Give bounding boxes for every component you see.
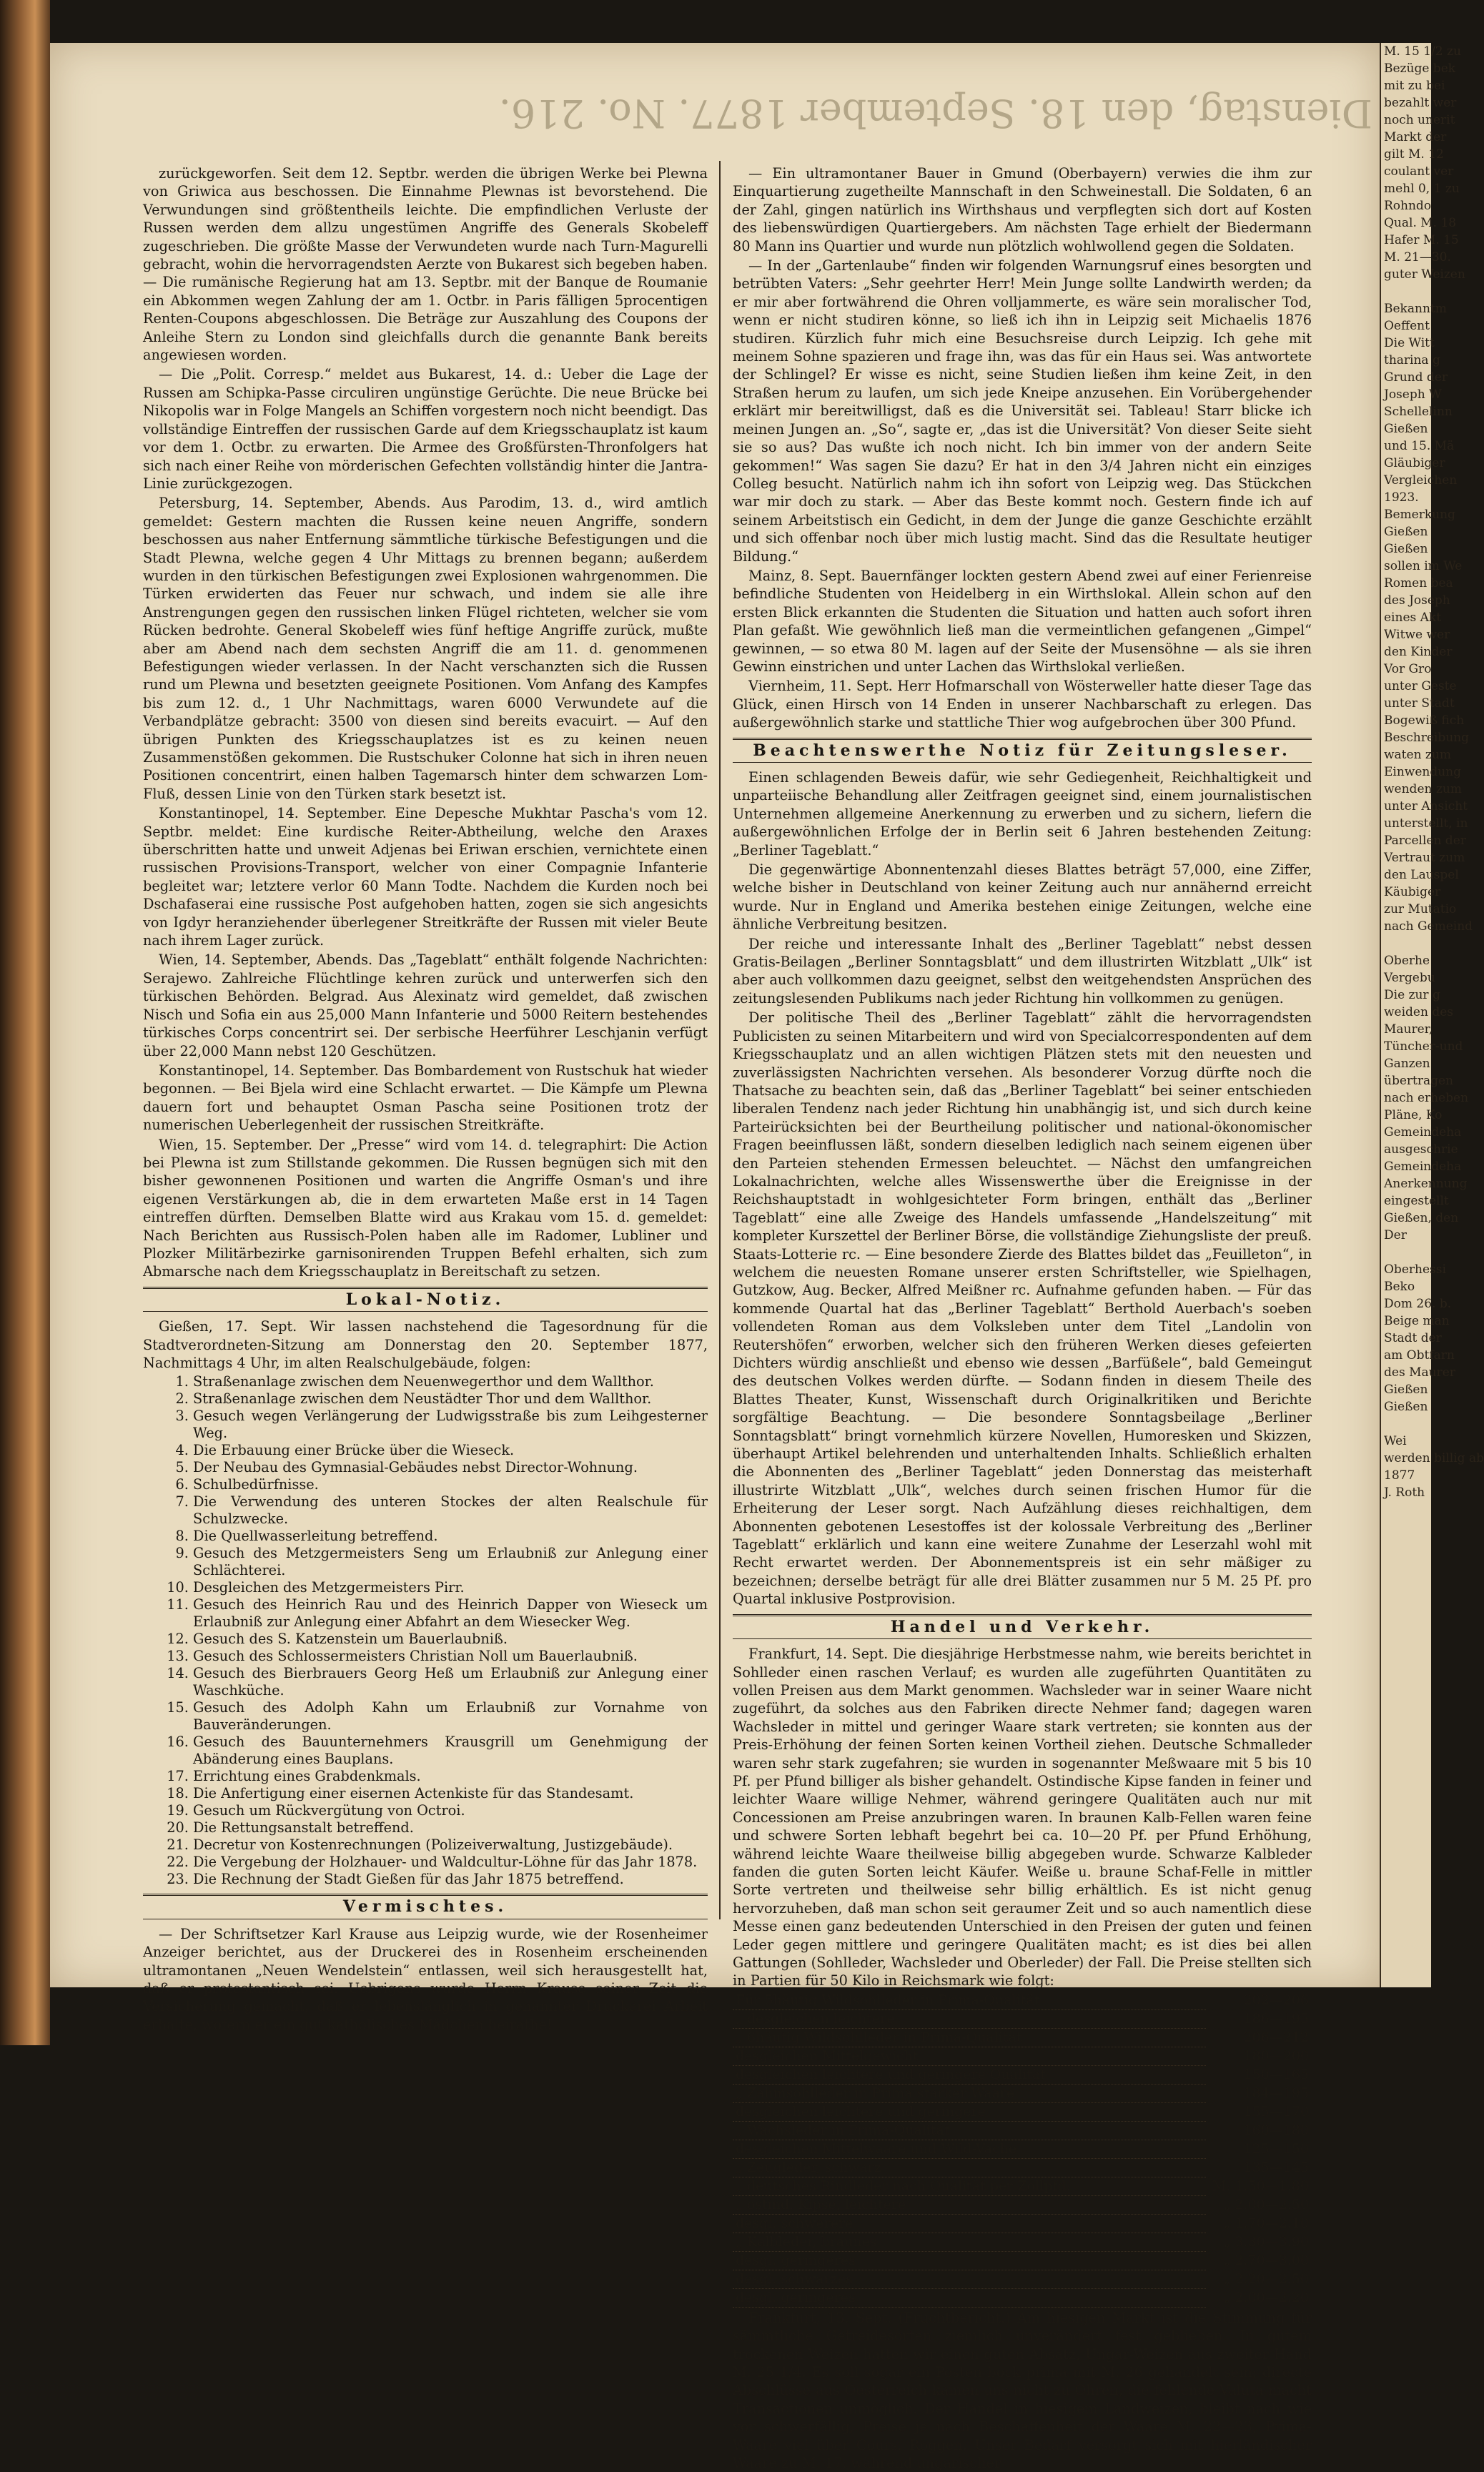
adjacent-page-fragment: M. 21—30. [1384, 250, 1451, 264]
price-item: „ ostind. Kipse, leichtere [733, 2195, 1206, 2214]
price-value: „ 1.70—2.10 [1223, 2215, 1309, 2231]
adjacent-page-fragment [1384, 283, 1431, 300]
paragraph: Mainz, 8. Sept. Bauernfänger lockten gestern Abend zwei auf einer Ferienreise befindliche Studenten von Heidelberg in ein Wirthslokal. Allein schon auf den ersten Blick erkannten die Studenten die Situation und hatten auch sofort ihren Plan gefaßt. Wie gewöhnlich ließ man die vermeintlichen gefangenen „Gimpel“ gewinnen, — so etwa 80 M. lagen auf der Seite der Musensöhne — als sie ihren Gewinn einstrichen und unter Lachen das Wirthslokal verließen. [733, 567, 1312, 675]
price-value: 155—170 [1243, 2103, 1309, 2120]
adjacent-page-fragment: Gläubiger [1384, 456, 1445, 470]
price-row [733, 2102, 1312, 2121]
adjacent-page-fragment: Witwe wer [1384, 628, 1450, 642]
price-item: desgleichen Mittelgewicht [733, 2047, 1206, 2065]
price-row [733, 1992, 1312, 2010]
right-column [733, 164, 1312, 2472]
masthead: Dienstag, den 18. September 1877. No. 216. [498, 91, 1372, 136]
adjacent-page-fragment: am Obtfarn [1384, 1348, 1455, 1363]
adjacent-page-fragment: Joseph W [1384, 387, 1442, 402]
agenda-item: 11. Gesuch des Heinrich Rau und des Heinrich Dapper von Wieseck um Erlaubniß zur Anlegung einer Abfahrt an dem Wiesecker Weg. [193, 1596, 708, 1631]
price-value: „ 3.30—3.90 [1223, 2233, 1309, 2250]
adjacent-page-fragment: Vor Gro [1384, 662, 1432, 676]
adjacent-page-fragment: des Maurer [1384, 1365, 1455, 1380]
adjacent-page-fragment: sollen im We [1384, 559, 1463, 573]
paragraph: Der reiche und interessante Inhalt des „Berliner Tageblatt“ nebst dessen Gratis-Beilagen „Berliner Sonntagsblatt“ und dem illustrirten Witzblatt „Ulk“ ist aber auch vollkommen dazu geeignet, selbst den weitgehendsten Ansprüchen des zeitungslesenden Publikums nach jeder Richtung hin vollkommen zu genügen. [733, 935, 1312, 1007]
adjacent-page-fragment: Käubiger [1384, 885, 1441, 899]
adjacent-page-fragment: übertragen [1384, 1074, 1454, 1088]
adjacent-page-fragment: Vertraut zum [1384, 851, 1465, 865]
adjacent-page-fragment: nach erheben [1384, 1091, 1469, 1105]
price-value: 184—195 [1243, 2085, 1309, 2101]
price-value: 160—180 [1243, 2122, 1309, 2138]
adjacent-page-fragment: unter Stadt [1384, 696, 1455, 711]
adjacent-page-fragment: Maurer, [1384, 1022, 1433, 1037]
price-value: 180—200 [1243, 2047, 1309, 2064]
adjacent-page-fragment: wenden zum [1384, 782, 1462, 796]
price-row [733, 2233, 1312, 2251]
adjacent-page-fragment: Gemeindeha [1384, 1125, 1462, 1139]
adjacent-page-fragment: Bemerkung [1384, 508, 1455, 522]
price-item: „ Zeugleder, schwarz [733, 2158, 1206, 2177]
adjacent-page-fragment: des Joseph [1384, 593, 1450, 608]
paragraph: — Der Schriftsetzer Karl Krause aus Leipzig wurde, wie der Rosenheimer Anzeiger berichtet, aus der Druckerei des in Rosenheim erscheinenden ultramontanen „Neuen Wendelstein“ entlassen, weil sich herausgestellt hat, daß er protestantisch sei. Uebrigens wurde Herrn Krause seiner Zeit die Versicherung gemacht, daß er lebenslänglich in genannter Druckerei Arbeit erhalte, wofern er ein gut katholisches Mädchen heirathe! [143, 1925, 708, 2033]
paragraph: Frankfurt, 14. Sept. Die diesjährige Herbstmesse nahm, wie bereits berichtet in Sohlleder einen raschen Verlauf; es wurden alle zugeführten Quantitäten zu vollen Preisen aus dem Markt genommen. Wachsleder war in seiner Waare nicht zugeführt, da solches aus den Fabriken directe Nehmer fand; dagegen waren Wachsleder in mittel und geringer Waare stark vertreten; sie konnten aus der Preis-Erhöhung der feinen Sorten keinen Vortheil ziehen. Deutsche Schmalleder waren sehr stark zugefahren; sie wurden in sogenannter Meßwaare mit 5 bis 10 Pf. per Pfund billiger als bisher gehandelt. Ostindische Kipse fanden in feiner und leichter Waare willige Nehmer, während geringere Qualitäten auch nur mit Concessionen am Preise anzubringen waren. In braunen Kalb-Fellen waren feine und schwere Sorten lebhaft begehrt bei ca. 10—20 Pf. per Pfund Erhöhung, während leichte Waare theilweise billig abgegeben wurde. Schwarze Kalbleder fanden die guten Sorten leicht Käufer. Weiße u. braune Schaf-Felle in mittler Sorte vertreten und theilweise sehr billig erhältlich. Es ist nicht genug hervorzuheben, daß man schon seit geraumer Zeit und so auch namentlich diese Messe einen ganz bedeutenden Unterschied in den Preisen der guten und feinen Leder gegen mittlere und geringere Qualitäten macht; es ist dies bei allen Gattungen (Sohlleder, Wachsleder und Oberleder) der Fall. Die Preise stellten sich in Partien für 50 Kilo in Reichsmark wie folgt: [733, 1646, 1312, 1989]
price-row [733, 2177, 1312, 2195]
adjacent-page-fragment: Oeffent [1384, 319, 1430, 333]
adjacent-page-fragment: Stadt der [1384, 1331, 1442, 1345]
adjacent-page-fragment: Beko [1384, 1280, 1415, 1294]
adjacent-page-fragment: und 15. Mä [1384, 439, 1455, 453]
adjacent-page-fragment: unterstellt, in [1384, 816, 1468, 831]
adjacent-page-fragment: noch unerit [1384, 113, 1455, 127]
adjacent-page-fragment [1384, 1415, 1431, 1433]
paragraph: — Ein ultramontaner Bauer in Gmund (Oberbayern) verwies die ihm zur Einquartierung zugetheilte Mannschaft in den Schweinestall. Die Soldaten, 6 an der Zahl, gingen natürlich ins Wirthshaus und verpflegten sich dort auf Kosten des liebenswürdigen Quartiergebers. Am nächsten Tage erhielt der Biedermann 80 Mann ins Quartier und wurde nun plötzlich wohlwollend gegen die Soldaten. [733, 165, 1312, 254]
section-heading-vermischtes: Vermischtes. [143, 1894, 708, 1919]
paragraph: Gießen, 17. Sept. Wir lassen nachstehend die Tagesordnung für die Stadtverordneten-Sitzung am Donnerstag den 20. September 1877, Nachmittags 4 Uhr, im alten Realschulgebäude, folgen: [143, 1318, 708, 1371]
paragraph: Viernheim, 11. Sept. Herr Hofmarschall von Wösterweller hatte dieser Tage das Glück, einen Hirsch von 14 Enden in unserer Nachbarschaft zu erlegen. Das außergewöhnlich starke und stattliche Thier wog aufgebrochen über 300 Pfund. [733, 678, 1312, 731]
agenda-item: 3. Gesuch wegen Verlängerung der Ludwigsstraße bis zum Leihgesterner Weg. [193, 1408, 708, 1442]
adjacent-page-fragment: Romen bea [1384, 576, 1453, 590]
adjacent-page-fragment: Parcellen der [1384, 834, 1466, 848]
agenda-item: 8. Die Quellwasserleitung betreffend. [193, 1528, 708, 1545]
price-row [733, 2065, 1312, 2084]
adjacent-page-fragment: Bekanntm [1384, 302, 1447, 316]
adjacent-page-fragment: waten zum [1384, 748, 1451, 762]
price-row [733, 2084, 1312, 2102]
price-row [733, 2140, 1312, 2158]
agenda-item: 9. Gesuch des Metzgermeisters Seng um Erlaubniß zur Anlegung einer Schlächterei. [193, 1545, 708, 1579]
adjacent-page-fragment: gilt M. 12 [1384, 147, 1444, 162]
price-row [733, 2270, 1312, 2288]
price-value: „ 2.20—2.50 [1223, 2270, 1309, 2287]
agenda-item: 17. Errichtung eines Grabdenkmals. [193, 1768, 708, 1785]
adjacent-page-fragment: unter Geste [1384, 679, 1457, 693]
price-value: 125—150 [1243, 2140, 1309, 2157]
price-item: desgl. schwarzes [733, 2270, 1206, 2288]
section-heading-notiz: Beachtenswerthe Notiz für Zeitungsleser. [733, 738, 1312, 763]
agenda-item: 10. Desgleichen des Metzgermeisters Pirr. [193, 1579, 708, 1596]
adjacent-page-fragment: Rohndo [1384, 199, 1432, 213]
price-value: 150—165 [1243, 2066, 1309, 2082]
adjacent-page-fragment: Vergleichen [1384, 473, 1458, 488]
price-item: desgleichen Mittelwaare und Wild-Vache [733, 2140, 1206, 2158]
agenda-item: 23. Die Rechnung der Stadt Gießen für das Jahr 1875 betreffend. [193, 1871, 708, 1888]
adjacent-page-fragment: ausgeschrie [1384, 1142, 1458, 1157]
column-rule [719, 161, 721, 1919]
agenda-item: 7. Die Verwendung des unteren Stockes der alten Realschule für Schulzwecke. [193, 1493, 708, 1528]
adjacent-page-fragment: Gießen [1384, 542, 1428, 556]
adjacent-page-fragment: M. 15 1/2 zu [1384, 44, 1461, 59]
price-table [733, 1992, 1312, 2308]
price-row [733, 2288, 1312, 2307]
agenda-item: 21. Decretur von Kostenrechnungen (Polizeiverwaltung, Justizgebäude). [193, 1836, 708, 1854]
agenda-item: 16. Gesuch des Bauunternehmers Krausgrill um Genehmigung der Abänderung eines Bauplans. [193, 1734, 708, 1768]
adjacent-page-fragment: Gießen [1384, 1383, 1428, 1397]
adjacent-page-fragment: Bogewiß fich [1384, 713, 1465, 728]
price-value: 206—212 [1243, 2029, 1309, 2045]
adjacent-page-fragment: nach Gemeind [1384, 919, 1473, 934]
price-item: desgl. geringeres [733, 2288, 1206, 2307]
price-row [733, 2251, 1312, 2270]
price-item: desgleichen leichtere und geringere Qualität [733, 2065, 1206, 2084]
adjacent-page-fragment: Anerkennung [1384, 1177, 1468, 1191]
adjacent-page-fragment: Schellelinn [1384, 405, 1453, 419]
price-row [733, 2121, 1312, 2140]
price-row [733, 2009, 1312, 2028]
adjacent-page-fragment: unter Ansicht [1384, 799, 1468, 814]
adjacent-page-fragment: guter Weizen [1384, 267, 1465, 282]
paragraph: zurückgeworfen. Seit dem 12. Septbr. werden die übrigen Werke bei Plewna von Griwica aus beschossen. Die Einnahme Plewnas ist bevorstehend. Die Verwundungen sind größtentheils leichte. Die empfindlichen Verluste der Russen werden dem allzu ungestümen Angriffe des Generals Skobeleff zugeschrieben. Die größte Masse der Verwundeten wurde nach Turn-Magurelli gebracht, wohin die hervorragendsten Aerzte von Bukarest sich begeben haben. — Die rumänische Regierung hat am 13. Septbr. mit der Banque de Roumanie ein Abkommen wegen Zahlung der am 1. Octbr. in Paris fälligen 5procentigen Renten-Coupons abgeschlossen. Die Beträge zur Auszahlung des Coupons der Anleihe Stern zu London sind gleichfalls durch die genannte Bank bereits angewiesen worden. [143, 165, 708, 364]
price-item: „ Wachsleder in Prima-Qualität [733, 2121, 1206, 2140]
price-item: „ deutsches Rindleder nach Qualität per Zollpfd. [733, 2177, 1206, 2195]
adjacent-page-fragment: Der [1384, 1228, 1407, 1242]
adjacent-page-fragment: Beige man [1384, 1314, 1450, 1328]
adjacent-page-fragment: 1877 [1384, 1468, 1415, 1483]
adjacent-page-fragment: mehl 0, 1 zu [1384, 182, 1460, 196]
adjacent-page-fragment: Tüncher-und [1384, 1039, 1463, 1054]
price-row [733, 2195, 1312, 2214]
adjacent-page-fragment: Die zur g [1384, 988, 1440, 1002]
adjacent-page-fragment: Gießen [1384, 525, 1428, 539]
adjacent-page-fragment: mit zu bei [1384, 79, 1445, 93]
adjacent-page-fragment [1384, 935, 1431, 952]
agenda-item: 22. Die Vergebung der Holzhauer- und Waldcultur-Löhne für das Jahr 1878. [193, 1854, 708, 1871]
agenda-item: 18. Die Anfertigung einer eisernen Actenkiste für das Standesamt. [193, 1785, 708, 1802]
adjacent-page-fragment: den Lauspel [1384, 868, 1459, 882]
price-value: „ 2.00—2.20 [1223, 2289, 1309, 2305]
adjacent-page-fragment: Gießen [1384, 422, 1428, 436]
agenda-item: 2. Straßenanlage zwischen dem Neustädter Thor und dem Wallthor. [193, 1390, 708, 1408]
price-value: 202—206 [1243, 1992, 1309, 2009]
price-item: „ Zahmsohlleder in Prima starker Waare [733, 2084, 1206, 2102]
price-item: „ desgleichen leichtere [733, 2009, 1206, 2028]
adjacent-page-fragment: Oberhe [1384, 954, 1430, 968]
adjacent-page-fragment: Bezüge bek [1384, 61, 1456, 76]
price-row [733, 2214, 1312, 2233]
adjacent-page-fragment: Dom 26. b. [1384, 1297, 1452, 1311]
price-value: 135—145 [1243, 2159, 1309, 2175]
adjacent-page-fragment: Ganzen [1384, 1057, 1430, 1071]
price-item: desgleichen leichtere und geringere [733, 2102, 1206, 2121]
adjacent-page-fragment: Oberhessi [1384, 1262, 1446, 1277]
price-value: „ 2.00—2.50 [1223, 2196, 1309, 2213]
section-heading-lokal: Lokal-Notiz. [143, 1287, 708, 1312]
agenda-item: 15. Gesuch des Adolph Kahn um Erlaubniß zur Vornahme von Bauveränderungen. [193, 1699, 708, 1734]
paragraph: Die gegenwärtige Abonnentenzahl dieses Blattes beträgt 57,000, eine Ziffer, welche bisher in Deutschland von keiner Zeitung auch nur annähernd erreicht wurde. Nur in England und Amerika bestehen einige Zeitungen, welche eine ähnliche Verbreitung besitzen. [733, 861, 1312, 933]
adjacent-page-fragment: eingestellt [1384, 1194, 1449, 1208]
agenda-list [143, 1373, 708, 1888]
agenda-item: 1. Straßenanlage zwischen dem Neuenwegerthor und dem Wallthor. [193, 1373, 708, 1390]
agenda-item: 12. Gesuch des S. Katzenstein um Bauerlaubniß. [193, 1631, 708, 1648]
adjacent-page-fragment: Einwendung [1384, 765, 1462, 779]
adjacent-page-fragment: den Kinder [1384, 645, 1453, 659]
price-item: „ Kalbleder, braunes [733, 2233, 1206, 2251]
price-row [733, 2047, 1312, 2065]
adjacent-page-fragment [1384, 1244, 1431, 1261]
agenda-item: 19. Gesuch um Rückvergütung von Octroi. [193, 1802, 708, 1819]
price-item: desgl. geringeres [733, 2251, 1206, 2270]
adjacent-page-fragment: J. Roth [1384, 1485, 1425, 1500]
section-heading-handel: Handel und Verkehr. [733, 1614, 1312, 1639]
left-column [143, 164, 708, 2033]
adjacent-page-fragment: bezahlt wer [1384, 96, 1457, 110]
adjacent-page-fragment: Qual. M. 18 [1384, 216, 1457, 230]
adjacent-page-fragment: werden billig ab [1384, 1451, 1484, 1465]
paragraph: Konstantinopel, 14. September. Das Bombardement von Rustschuk hat wieder begonnen. — Bei Bjela wird eine Schlacht erwartet. — Die Kämpfe um Plewna dauern fort und behauptet Osman Pascha seine Positionen trotz der numerischen Ueberlegenheit der russischen Streitkräfte. [143, 1062, 708, 1134]
agenda-item: 6. Schulbedürfnisse. [193, 1476, 708, 1493]
price-item: „ 6häutig Wildsohlleder in Prima-Qualität [733, 2028, 1206, 2047]
paragraph: — In der „Gartenlaube“ finden wir folgenden Warnungsruf eines besorgten und betrübten Vaters: „Sehr geehrter Herr! Mein Junge sollte Landwirth werden; da er mir aber fortwährend die Ohren volljammerte, es wäre sein moralischer Tod, wenn er nicht studiren könne, so ließ ich ihn in Leipzig seit Michaelis 1876 studiren. Kürzlich fuhr mich eine Besuchsreise durch Leipzig. Ich gehe mit meinem Sohne spazieren und frage ihn, was das für ein Haus sei. Was antwortete der Schlingel? Er wisse es nicht, seine Studien ließen ihm keine Zeit, in den Straßen herum zu laufen, um sich jede Kneipe anzusehen. Ein Vorübergehender erklärt mir bereitwilligst, daß es die Universität sei. Tableau! Starr blicke ich meinen Jungen an. „So“, sagte er, „das ist die Universität? Von dieser Seite sieht sie so aus? Das wußte ich noch nicht. Ich bin immer von der andern Seite gekommen!“ Was sagen Sie dazu? Er hat in den 3/4 Jahren nicht ein einziges Colleg besucht. Natürlich nahm ich ihn sofort von Leipzig weg. Das Stückchen war mir doch zu stark. — Aber das Beste kommt noch. Gestern finde ich auf seinem Arbeitstisch ein Gedicht, in dem der Junge die ganze Geschichte erzählt und sich offenbar noch über mich lustig macht. Sind das die Resultate heutiger Bildung.“ [733, 257, 1312, 565]
adjacent-page-fragment: Markt der [1384, 130, 1447, 144]
adjacent-page-fragment: tharina g [1384, 353, 1440, 367]
adjacent-page-fragment: Beschreibung [1384, 731, 1470, 745]
agenda-item: 20. Die Rettungsanstalt betreffend. [193, 1819, 708, 1836]
price-row [733, 2028, 1312, 2047]
adjacent-page-fragment: eines Akt [1384, 610, 1442, 625]
adjacent-page-fragment: Grund der [1384, 370, 1448, 385]
adjacent-page-fragment: Hafer M. 15 [1384, 233, 1459, 247]
paragraph: Konstantinopel, 14. September. Eine Depesche Mukhtar Pascha's vom 12. Septbr. meldet: Eine kurdische Reiter-Abtheilung, welche den Araxes überschritten hatte und unweit Adjenas bei Eriwan erschien, vernichtete einen russischen Provisions-Transport, welcher von einer Compagnie Infanterie begleitet war; letztere verlor 60 Mann Todte. Nachdem die Kurden noch bei Dschafaserai eine russische Post aufgehoben hatten, zogen sie sich angesichts von Igdyr heranziehender überlegener Streitkräfte der Russen mit vieler Beute nach ihrem Lager zurück. [143, 805, 708, 949]
price-value: „ 2.70—3.00 [1223, 2252, 1309, 2268]
paragraph: Petersburg, 14. September, Abends. Aus Parodim, 13. d., wird amtlich gemeldet: Gestern machten die Russen keine neuen Angriffe, sondern beschossen aus naher Entfernung sämmtliche türkische Befestigungen und die Stadt Plewna, welche gegen 4 Uhr Mittags zu brennen begann; außerdem wurden in den türkischen Befestigungen zwei Explosionen wahrgenommen. Die Türken erwiderten das Feuer nur schwach, und indem sie alle ihre Anstrengungen gegen den russischen linken Flügel richteten, welcher sie vom Rücken bedrohte. General Skobeleff wies fünf heftige Angriffe zurück, mußte aber am Abend nach dem sechsten Angriff die am 11. d. genommenen Befestigungen wieder verlassen. In der Nacht verschanzten sich die Russen rund um Plewna und besetzten geeignete Positionen. Vom Anfang des Kampfes bis zum 12. d., 1 Uhr Nachmittags, waren 6000 Verwundete auf die Verbandplätze gebracht: 3500 von diesen sind bereits evacuirt. — Auf den übrigen Punkten des Kriegsschauplatzes ist es zu keinen neuen Zusammenstößen gekommen. Die Rustschuker Colonne hat sich in ihren neuen Positionen concentrirt, einen halben Tagemarsch hinter dem schwarzen Lom-Fluß, dessen Linie von den Türken stark besetzt ist. [143, 495, 708, 802]
paragraph: Der politische Theil des „Berliner Tageblatt“ zählt die hervorragendsten Publicisten zu seinen Mitarbeitern und wird von Specialcorrespondenten auf dem Kriegsschauplatz und an allen wichtigen Plätzen stets mit den neuesten und zuverlässigsten Nachrichten versehen. Als besonderer Vorzug dürfte noch die Thatsache zu beachten sein, daß das „Berliner Tageblatt“ bei seiner entschieden liberalen Tendenz nach jeder Richtung hin unabhängig ist, und sich durch keine Parteirücksichten bei der Beurtheilung politischer und national-ökonomischer Fragen beeinflussen läßt, sondern dieselben lediglich nach seinem eigenen über den Parteien stehenden Ermessen beleuchtet. — Nächst den umfangreichen Lokalnachrichten, welche alles Wissenswerthe über die Ereignisse in der Reichshauptstadt in wohlgesichteter Form bringen, enthält das „Berliner Tageblatt“ eine alle Zweige des Handels umfassende „Handelszeitung“ mit kompleter Kurszettel der Berliner Börse, die vollständige Ziehungsliste der preuß. Staats-Lotterie rc. — Eine besondere Zierde des Blattes bildet das „Feuilleton“, in welchem die neuesten Romane unserer ersten Schriftsteller, wie Spielhagen, Gutzkow, Aug. Becker, Alfred Meißner rc. Aufnahme gefunden haben. — Für das kommende Quartal hat das „Berliner Tageblatt“ Berthold Auerbach's soeben vollendeten Roman aus dem Volksleben unter dem Titel „Landolin von Reutershöfen“ erworben, welcher sich den früheren Werken dieses gefeierten Dichters würdig anschließt und ebenso wie dessen „Barfüßele“, bald Gemeingut des deutschen Volkes werden dürfte. — Sodann finden in diesem Theile des Blattes Theater, Kunst, Wissenschaft durch Originalkritiken und Berichte sorgfältige Beachtung. — Die besondere Sonntagsbeilage „Berliner Sonntagsblatt“ bringt vornehmlich kürzere Novellen, Humoresken und Skizzen, überhaupt Artikel belehrenden und unterhaltenden Inhalts. Schließlich erhalten die Abonnenten des „Berliner Tageblatt“ jeden Donnerstag das meisterhaft illustrirte Witzblatt „Ulk“, welches durch seinen frischen Humor für die Erheiterung der Leser sorgt. Nach Aufzählung dieses reichhaltigen, dem Abonnenten gebotenen Lesestoffes ist der kolossale Verbreitung des „Berliner Tageblatt“ erklärlich und kann eine weitere Zunahme der Leserzahl wohl mit Recht erwartet werden. Der Abonnementspreis ist ein sehr mäßiger zu bezeichnen; derselbe beträgt für alle drei Blätter zusammen nur 5 M. 25 Pf. pro Quartal inklusive Postprovision. [733, 1009, 1312, 1608]
adjacent-page-fragment: Wei [1384, 1434, 1407, 1448]
adjacent-page-fragment: zur Mutatio [1384, 902, 1457, 916]
paragraph: Frankfurt, 13. Sept. (Fruchtbericht.) Am hiesigen Markt ist die Stimmung für sämmtliche Getreidesorten ziemlich unverändert fest geblieben. In gutem trockenen Weizen hatten wir einen guten Absatz, Ungar-Weizen aus zweiter Hand M. 25 1/4. Es soll sogar ein Posten bock prima mit M. 26 gehandelt sein; directe Abschlüsse aus Oesterreich kamen uns nicht zu Ohren, die fehlende Valuta macht Transactionen unmöglich. Der Handel in hiesigem Landweizen, bleibt nach wie vor schwerfällig, Preise je nach Beschaffenheit der Waare M. 22—23, Prima-Waare viel über Cours. Roggen. Unser Bedarf versorgt sich mit hierländischer Waare zu M. 17, während ungarischer [733, 2309, 1312, 2472]
agenda-item: 13. Gesuch des Schlossermeisters Christian Noll um Bauerlaubniß. [193, 1648, 708, 1665]
price-value: M. 1.50—1.80 [1212, 2177, 1309, 2194]
adjacent-page-fragment: Die Witt [1384, 336, 1435, 350]
book-spine [0, 0, 50, 2045]
adjacent-page-fragment: 1923. [1384, 490, 1419, 505]
adjacent-page-fragment: Pläne, Ko [1384, 1108, 1443, 1122]
adjacent-page-fragment: coulant ver [1384, 164, 1454, 179]
agenda-item: 5. Der Neubau des Gymnasial-Gebäudes nebst Director-Wohnung. [193, 1459, 708, 1476]
price-item: Für 5häutig Wildsohlleder in Prima-Qualität [733, 1992, 1206, 2010]
paragraph: Einen schlagenden Beweis dafür, wie sehr Gediegenheit, Reichhaltigkeit und unparteiische Behandlung aller Zeitfragen geeignet sind, einem journalistischen Unternehmen allgemeine Anerkennung zu erwerben und zu sichern, liefern die außergewöhnlichen Erfolge der in Berlin seit 6 Jahren bestehenden Zeitung: „Berliner Tageblatt.“ [733, 769, 1312, 859]
adjacent-page-fragment: Vergebu [1384, 971, 1435, 985]
paragraph: Wien, 15. September. Der „Presse“ wird vom 14. d. telegraphirt: Die Action bei Plewna ist zum Stillstande gekommen. Die Russen begnügen sich mit den bisher gewonnenen Positionen und warten die Angriffe Osman's und ihre eigenen Verstärkungen ab, die in dem erwarteten Maße erst in 14 Tagen eintreffen dürften. Demselben Blatte wird aus Krakau vom 15. d. gemeldet: Nach Berichten aus Russisch-Polen haben alle im Radomer, Lubliner und Plozker Militärbezirke garnisonirenden Truppen Befehl erhalten, sich zum Abmarsche nach dem Kriegsschauplatz in Bereitschaft zu setzen. [143, 1136, 708, 1280]
price-item: desgl. schwerere [733, 2214, 1206, 2233]
adjacent-page-fragment: Gemeindeha [1384, 1160, 1462, 1174]
adjacent-page-fragment: Gießen [1384, 1400, 1428, 1414]
adjacent-page-fragment: weiden des [1384, 1005, 1454, 1019]
price-value: 186—195 [1243, 2010, 1309, 2027]
paragraph: Wien, 14. September, Abends. Das „Tageblatt“ enthält folgende Nachrichten: Serajewo. Zahlreiche Flüchtlinge kehren zurück und unterwerfen sich den türkischen Behörden. Belgrad. Aus Alexinatz wird gemeldet, daß zwischen Nisch und Sofia ein aus 25,000 Mann Infanterie und 5000 Reitern bestehendes türkisches Corps concentrirt sei. Der serbische Heerführer Leschjanin verfügt über 22,000 Mann nebst 120 Geschützen. [143, 951, 708, 1059]
paragraph: — Die „Polit. Corresp.“ meldet aus Bukarest, 14. d.: Ueber die Lage der Russen am Schipka-Passe circuliren ungünstige Gerüchte. Die neue Brücke bei Nikopolis war in Folge Mangels an Schiffen vorgestern noch nicht beendigt. Das vollständige Eintreffen der russischen Garde auf dem Kriegsschauplatz ist kaum vor dem 1. Octbr. zu erwarten. Die Armee des Großfürsten-Thronfolgers hat sich nach einer Reihe von mörderischen Gefechten vollständig hinter die Jantra-Linie zurückgezogen. [143, 366, 708, 492]
agenda-item: 14. Gesuch des Bierbrauers Georg Heß um Erlaubniß zur Anlegung einer Waschküche. [193, 1665, 708, 1699]
adjacent-page-fragment: Gießen, den [1384, 1211, 1459, 1225]
agenda-item: 4. Die Erbauung einer Brücke über die Wieseck. [193, 1442, 708, 1459]
adjacent-page-strip [1380, 43, 1484, 1987]
price-row [733, 2158, 1312, 2177]
